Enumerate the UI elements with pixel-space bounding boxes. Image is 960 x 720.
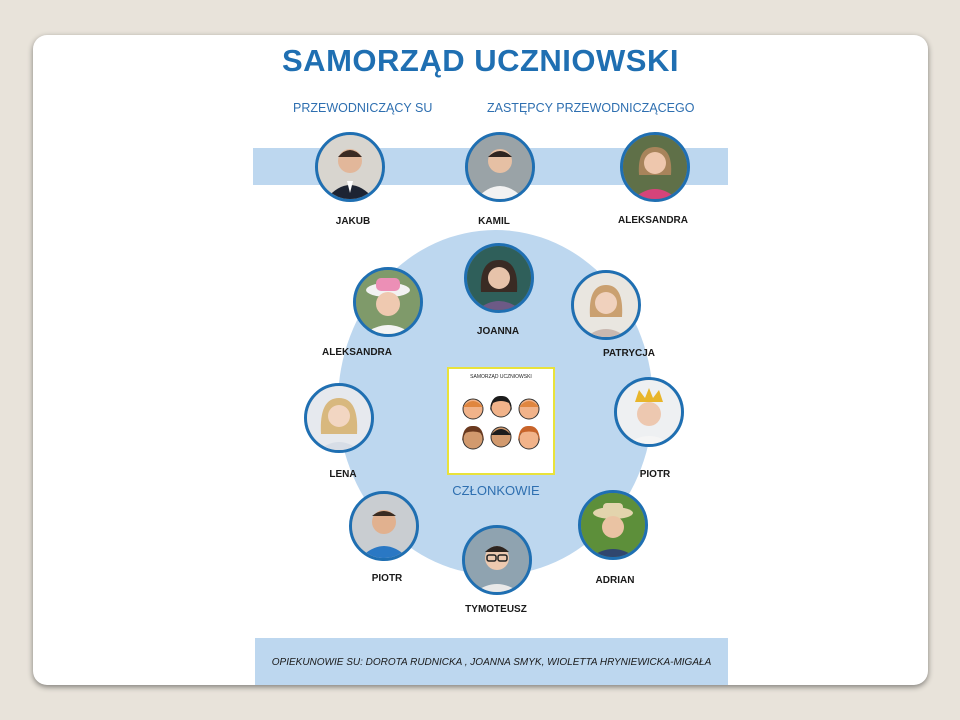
leader-name-aleksandra: ALEKSANDRA [618, 215, 688, 226]
council-logo [447, 367, 555, 475]
group-faces-icon [457, 393, 545, 459]
member-name-patrycja: PATRYCJA [602, 348, 656, 359]
deputies-role-label: ZASTĘPCY PRZEWODNICZĄCEGO [487, 101, 695, 115]
leader-name-jakub: JAKUB [335, 216, 371, 227]
member-name-piotr-right: PIOTR [639, 469, 671, 480]
logo-caption: SAMORZĄD UCZNIOWSKI [470, 374, 532, 380]
photo-leader-kamil [465, 132, 535, 202]
member-name-aleksandra: ALEKSANDRA [322, 347, 392, 358]
photo-member-piotr [349, 491, 419, 561]
photo-member-tymoteusz [462, 525, 532, 595]
caretakers-text: OPIEKUNOWIE SU: DOROTA RUDNICKA , JOANNA SMYK, WIOLETTA HRYNIEWICKA-MIGAŁA [271, 657, 712, 668]
photo-member-piotr-crown [614, 377, 684, 447]
leader-name-kamil: KAMIL [478, 216, 510, 227]
photo-member-joanna [464, 243, 534, 313]
member-name-lena: LENA [329, 469, 357, 480]
member-name-piotr-left: PIOTR [371, 573, 403, 584]
photo-leader-aleksandra [620, 132, 690, 202]
members-label: CZŁONKOWIE [452, 483, 540, 498]
photo-leader-jakub [315, 132, 385, 202]
photo-member-aleksandra [353, 267, 423, 337]
photo-member-lena [304, 383, 374, 453]
member-name-tymoteusz: TYMOTEUSZ [465, 604, 527, 615]
photo-member-patrycja [571, 270, 641, 340]
slide [33, 35, 928, 685]
page-title: SAMORZĄD UCZNIOWSKI [282, 43, 679, 78]
photo-member-adrian [578, 490, 648, 560]
chairman-role-label: PRZEWODNICZĄCY SU [293, 101, 433, 115]
member-name-joanna: JOANNA [476, 326, 520, 337]
member-name-adrian: ADRIAN [595, 575, 635, 586]
